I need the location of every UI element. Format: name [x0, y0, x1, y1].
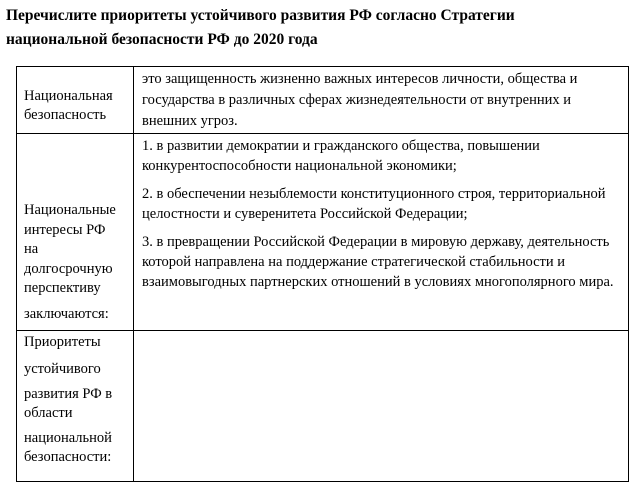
row-label-line: устойчивого: [24, 361, 101, 377]
row-label-line: заключаются:: [24, 305, 109, 322]
row-label-line: перспективу: [24, 280, 101, 296]
answer-table: [16, 66, 629, 482]
task-title-line-1: Перечислите приоритеты устойчивого развития РФ согласно Стратегии: [6, 7, 515, 24]
row-content-cell[interactable]: [134, 67, 629, 134]
row-label-line: интересы РФ: [24, 221, 106, 238]
row-label-line: Национальная: [24, 88, 113, 104]
interest-item-3: 3. в превращении Российской Федерации в мировую державу, деятельность которой направлена на поддержание стратегической стабильности и взаимовыгодных партнерских отношений в условиях многополярного мира.: [142, 234, 614, 290]
row-label-line: безопасность: [24, 107, 107, 123]
row-label-cell: [17, 134, 134, 331]
row-label-line: долгосрочную: [24, 260, 113, 277]
row-label-line: Национальные: [24, 202, 116, 218]
row-label-line: безопасности:: [24, 449, 112, 465]
row-label-cell: [17, 331, 134, 482]
row-label-cell: [17, 67, 134, 134]
answer-empty-cell[interactable]: [134, 331, 629, 482]
table-row-national-security: [17, 67, 629, 134]
table-row-priorities: [17, 331, 629, 482]
row-content-cell[interactable]: [134, 134, 629, 331]
table-row-national-interests: [17, 134, 629, 331]
definition-text: это защищенность жизненно важных интересов личности, общества и государства в различных сферах жизнедеятельности от внутренних и внешних угроз.: [142, 71, 578, 129]
row-label-line: национальной: [24, 430, 112, 446]
row-label-line: области: [24, 405, 73, 421]
interest-item-1: 1. в развитии демократии и гражданского общества, повышении конкурентоспособности национальной экономики;: [142, 138, 540, 174]
row-label-line: Приоритеты: [24, 334, 101, 350]
task-title-line-2: национальной безопасности РФ до 2020 года: [6, 31, 318, 48]
row-label-line: на: [24, 241, 39, 257]
row-label-line: развития РФ в: [24, 386, 113, 402]
interest-item-2: 2. в обеспечении незыблемости конституционного строя, территориальной целостности и суверенитета Российской Федерации;: [142, 186, 606, 222]
task-title: [6, 4, 606, 52]
